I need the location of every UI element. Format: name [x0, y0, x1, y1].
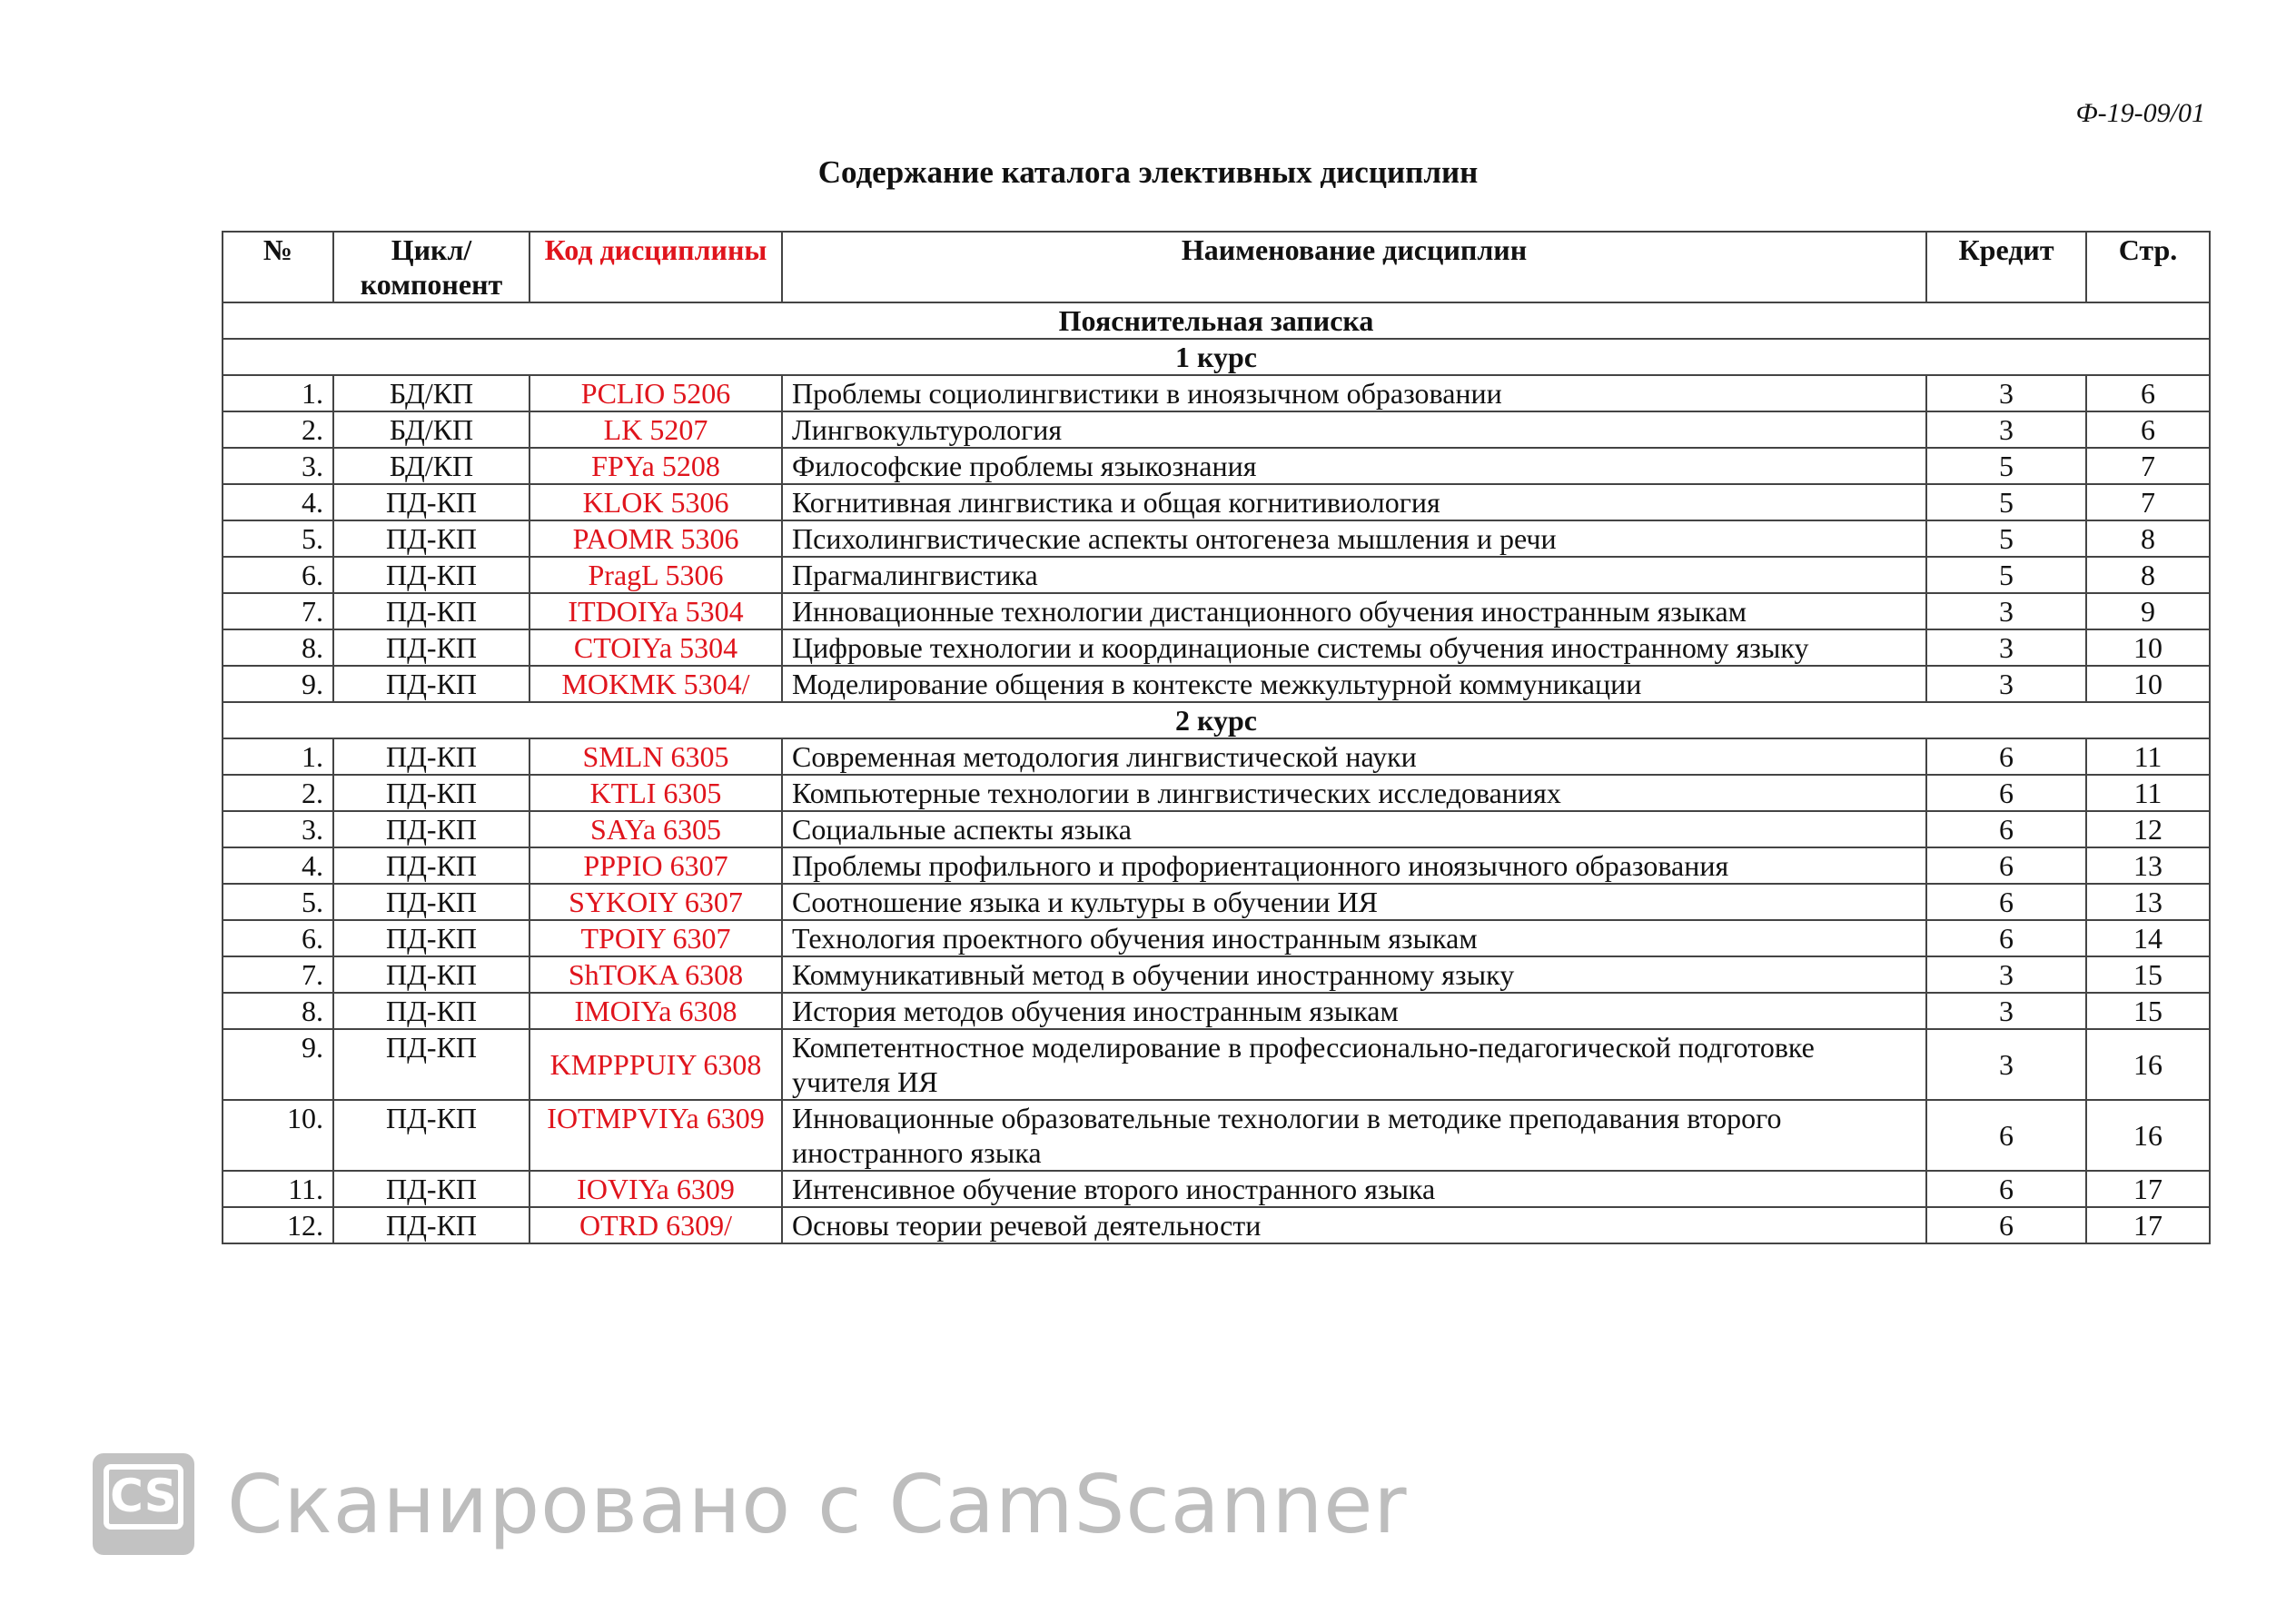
cell-name: Философские проблемы языкознания [782, 448, 1926, 484]
camscanner-logo-text: CS [104, 1464, 183, 1530]
cell-credit: 6 [1926, 811, 2086, 847]
cell-page: 15 [2086, 956, 2210, 993]
catalog-table [222, 231, 2211, 1244]
cell-code: OTRD 6309/ [529, 1207, 782, 1243]
cell-credit: 3 [1926, 411, 2086, 448]
cell-page: 10 [2086, 666, 2210, 702]
cell-no: 7. [223, 956, 333, 993]
cell-cycle: ПД-КП [333, 1171, 529, 1207]
cell-code: MOKMK 5304/ [529, 666, 782, 702]
cell-credit: 3 [1926, 593, 2086, 629]
cell-name: Социальные аспекты языка [782, 811, 1926, 847]
header-name: Наименование дисциплин [782, 232, 1926, 302]
cell-no: 2. [223, 775, 333, 811]
cell-no: 3. [223, 811, 333, 847]
cell-name: Цифровые технологии и координационые системы обучения иностранному языку [782, 629, 1926, 666]
cell-credit: 5 [1926, 484, 2086, 520]
cell-name: Технология проектного обучения иностранным языкам [782, 920, 1926, 956]
catalog-body [223, 302, 2210, 1243]
cell-code: SYKOIY 6307 [529, 884, 782, 920]
cell-cycle: БД/КП [333, 448, 529, 484]
cell-page: 17 [2086, 1207, 2210, 1243]
cell-cycle: ПД-КП [333, 847, 529, 884]
cell-credit: 6 [1926, 884, 2086, 920]
cell-no: 7. [223, 593, 333, 629]
cell-name: Соотношение языка и культуры в обучении ИЯ [782, 884, 1926, 920]
cell-page: 6 [2086, 411, 2210, 448]
cell-name: Инновационные образовательные технологии в методике преподавания второго иностранного языка [782, 1100, 1926, 1171]
cell-page: 8 [2086, 520, 2210, 557]
cell-code: PPPIO 6307 [529, 847, 782, 884]
cell-credit: 6 [1926, 738, 2086, 775]
cell-page: 17 [2086, 1171, 2210, 1207]
table-row [223, 484, 2210, 520]
cell-no: 9. [223, 666, 333, 702]
cell-name: История методов обучения иностранным языкам [782, 993, 1926, 1029]
table-row [223, 629, 2210, 666]
cell-code: IOVIYa 6309 [529, 1171, 782, 1207]
cell-name: Коммуникативный метод в обучении иностранному языку [782, 956, 1926, 993]
cell-page: 16 [2086, 1100, 2210, 1171]
cell-credit: 3 [1926, 629, 2086, 666]
table-row [223, 448, 2210, 484]
cell-credit: 3 [1926, 666, 2086, 702]
section-row [223, 702, 2210, 738]
cell-code: SMLN 6305 [529, 738, 782, 775]
cell-no: 12. [223, 1207, 333, 1243]
cell-page: 6 [2086, 375, 2210, 411]
cell-credit: 5 [1926, 557, 2086, 593]
cell-cycle: ПД-КП [333, 956, 529, 993]
cell-credit: 6 [1926, 1207, 2086, 1243]
cell-no: 4. [223, 847, 333, 884]
cell-code: TPOIY 6307 [529, 920, 782, 956]
header-no: № [223, 232, 333, 302]
cell-cycle: ПД-КП [333, 1100, 529, 1171]
cell-cycle: ПД-КП [333, 920, 529, 956]
cell-no: 6. [223, 557, 333, 593]
cell-page: 7 [2086, 448, 2210, 484]
cell-credit: 5 [1926, 520, 2086, 557]
cell-cycle: БД/КП [333, 411, 529, 448]
section-label: Пояснительная записка [223, 302, 2210, 339]
cell-page: 14 [2086, 920, 2210, 956]
cell-credit: 6 [1926, 1171, 2086, 1207]
header-code: Код дисциплины [529, 232, 782, 302]
cell-page: 7 [2086, 484, 2210, 520]
cell-cycle: ПД-КП [333, 738, 529, 775]
section-row [223, 302, 2210, 339]
cell-no: 8. [223, 993, 333, 1029]
cell-cycle: ПД-КП [333, 629, 529, 666]
cell-cycle: ПД-КП [333, 520, 529, 557]
table-row [223, 956, 2210, 993]
cell-page: 16 [2086, 1029, 2210, 1100]
cell-code: KMPPPUIY 6308 [529, 1029, 782, 1100]
cell-credit: 5 [1926, 448, 2086, 484]
cell-name: Прагмалингвистика [782, 557, 1926, 593]
cell-credit: 3 [1926, 956, 2086, 993]
cell-name: Психолингвистические аспекты онтогенеза мышления и речи [782, 520, 1926, 557]
cell-cycle: БД/КП [333, 375, 529, 411]
form-code: Ф-19-09/01 [2075, 98, 2205, 128]
cell-code: LK 5207 [529, 411, 782, 448]
cell-no: 1. [223, 738, 333, 775]
table-row [223, 847, 2210, 884]
cell-code: SAYa 6305 [529, 811, 782, 847]
cell-page: 15 [2086, 993, 2210, 1029]
table-row [223, 666, 2210, 702]
cell-code: KTLI 6305 [529, 775, 782, 811]
cell-credit: 6 [1926, 1100, 2086, 1171]
cell-credit: 6 [1926, 847, 2086, 884]
cell-cycle: ПД-КП [333, 884, 529, 920]
cell-code: IMOIYa 6308 [529, 993, 782, 1029]
table-row [223, 1207, 2210, 1243]
cell-no: 8. [223, 629, 333, 666]
document-title: Содержание каталога элективных дисциплин [817, 154, 1479, 190]
cell-name: Компьютерные технологии в лингвистических исследованиях [782, 775, 1926, 811]
cell-code: ShTOKA 6308 [529, 956, 782, 993]
table-row [223, 884, 2210, 920]
cell-cycle: ПД-КП [333, 484, 529, 520]
cell-no: 3. [223, 448, 333, 484]
cell-cycle: ПД-КП [333, 775, 529, 811]
cell-no: 5. [223, 884, 333, 920]
table-row [223, 1100, 2210, 1171]
table-row [223, 1171, 2210, 1207]
cell-no: 4. [223, 484, 333, 520]
cell-name: Проблемы профильного и профориентационного иноязычного образования [782, 847, 1926, 884]
cell-code: PAOMR 5306 [529, 520, 782, 557]
cell-name: Интенсивное обучение второго иностранного языка [782, 1171, 1926, 1207]
camscanner-watermark [93, 1453, 1408, 1555]
cell-no: 5. [223, 520, 333, 557]
camscanner-logo-icon [93, 1453, 194, 1555]
cell-cycle: ПД-КП [333, 557, 529, 593]
cell-code: IOTMPVIYa 6309 [529, 1100, 782, 1171]
cell-name: Современная методология лингвистической науки [782, 738, 1926, 775]
table-row [223, 520, 2210, 557]
cell-no: 9. [223, 1029, 333, 1100]
cell-name: Проблемы социолингвистики в иноязычном образовании [782, 375, 1926, 411]
cell-name: Компетентностное моделирование в профессионально-педагогической подготовке учителя ИЯ [782, 1029, 1926, 1100]
table-row [223, 775, 2210, 811]
cell-page: 11 [2086, 738, 2210, 775]
table-row [223, 811, 2210, 847]
cell-name: Моделирование общения в контексте межкультурной коммуникации [782, 666, 1926, 702]
cell-page: 11 [2086, 775, 2210, 811]
header-page: Стр. [2086, 232, 2210, 302]
cell-cycle: ПД-КП [333, 811, 529, 847]
section-row [223, 339, 2210, 375]
cell-credit: 3 [1926, 375, 2086, 411]
cell-page: 10 [2086, 629, 2210, 666]
cell-code: CTOIYa 5304 [529, 629, 782, 666]
cell-cycle: ПД-КП [333, 1029, 529, 1100]
cell-code: KLOK 5306 [529, 484, 782, 520]
table-row [223, 738, 2210, 775]
cell-code: PragL 5306 [529, 557, 782, 593]
cell-page: 12 [2086, 811, 2210, 847]
header-credit: Кредит [1926, 232, 2086, 302]
table-row [223, 557, 2210, 593]
cell-cycle: ПД-КП [333, 993, 529, 1029]
table-row [223, 411, 2210, 448]
cell-name: Основы теории речевой деятельности [782, 1207, 1926, 1243]
cell-credit: 6 [1926, 775, 2086, 811]
cell-code: ITDOIYa 5304 [529, 593, 782, 629]
cell-no: 11. [223, 1171, 333, 1207]
header-cycle: Цикл/ компонент [333, 232, 529, 302]
cell-no: 6. [223, 920, 333, 956]
cell-credit: 3 [1926, 993, 2086, 1029]
cell-cycle: ПД-КП [333, 1207, 529, 1243]
cell-code: FPYa 5208 [529, 448, 782, 484]
cell-no: 10. [223, 1100, 333, 1171]
table-row [223, 920, 2210, 956]
cell-page: 8 [2086, 557, 2210, 593]
cell-no: 2. [223, 411, 333, 448]
cell-page: 13 [2086, 884, 2210, 920]
table-row [223, 375, 2210, 411]
cell-page: 13 [2086, 847, 2210, 884]
table-row [223, 593, 2210, 629]
cell-credit: 6 [1926, 920, 2086, 956]
camscanner-text: Сканировано с CamScanner [227, 1457, 1408, 1551]
table-row [223, 993, 2210, 1029]
cell-credit: 3 [1926, 1029, 2086, 1100]
section-label: 1 курс [223, 339, 2210, 375]
cell-name: Лингвокультурология [782, 411, 1926, 448]
cell-name: Инновационные технологии дистанционного обучения иностранным языкам [782, 593, 1926, 629]
table-row [223, 1029, 2210, 1100]
cell-no: 1. [223, 375, 333, 411]
cell-page: 9 [2086, 593, 2210, 629]
table-header-row [223, 232, 2210, 302]
section-label: 2 курс [223, 702, 2210, 738]
cell-code: PCLIO 5206 [529, 375, 782, 411]
cell-cycle: ПД-КП [333, 666, 529, 702]
cell-name: Когнитивная лингвистика и общая когнитивиология [782, 484, 1926, 520]
cell-cycle: ПД-КП [333, 593, 529, 629]
